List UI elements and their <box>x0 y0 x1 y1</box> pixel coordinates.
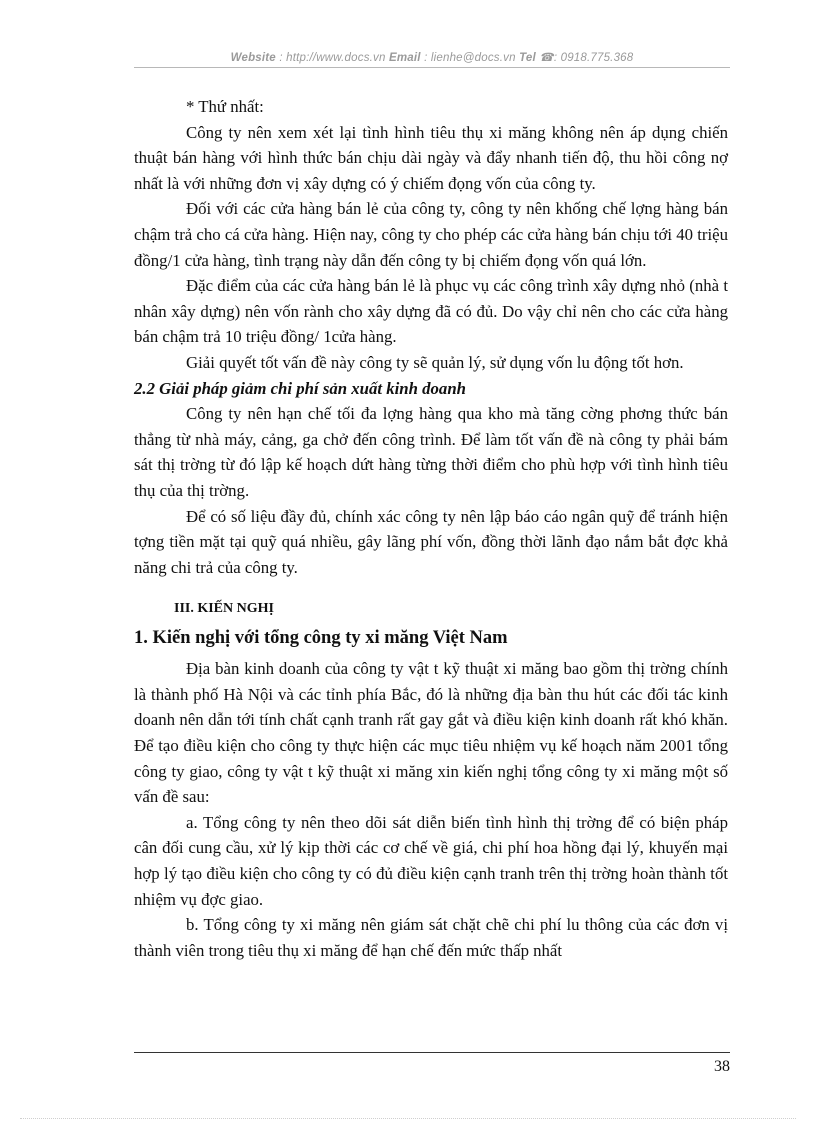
paragraph: Đối với các cửa hàng bán lẻ của công ty, công ty nên khống chế lợng hàng bán chậm trả cho cá cửa hàng. Hiện nay, công ty cho phép các cửa hàng bán chịu tới 40 triệu đồng/1 cửa hàng, tình trạng này dẫn đến công ty bị chiếm đọng vốn quá lớn. <box>134 199 728 270</box>
page-bottom-border <box>20 1118 796 1119</box>
email-value: : lienhe@docs.vn <box>424 52 516 64</box>
paragraph: Địa bàn kinh doanh của công ty vật t kỹ thuật xi măng bao gồm thị trờng chính là thành phố Hà Nội và các tỉnh phía Bắc, đó là những địa bàn thu hút các đối tác kinh doanh nên dẫn tới tính chất cạnh tranh rất gay gắt và điều kiện kinh doanh rất khó khăn. Để tạo điều kiện cho công ty thực hiện các mục tiêu nhiệm vụ kế hoạch năm 2001 tổng công ty giao, công ty vật t kỹ thuật xi măng xin kiến nghị tổng công ty xi măng một số vấn đề sau: <box>134 659 728 807</box>
paragraph: Giải quyết tốt vấn đề này công ty sẽ quản lý, sử dụng vốn lu động tốt hơn. <box>186 352 684 372</box>
website-value: : http://www.docs.vn <box>279 52 386 64</box>
paragraph: a. Tổng công ty nên theo dõi sát diễn biến tình hình thị trờng để có biện pháp cân đối cung cầu, xử lý kịp thời các cơ chế về giá, chi phí hoa hồng đại lý, khuyến mại hợp lý tạo điều kiện cho công ty có đủ điều kiện cạnh tranh trên thị trờng hoàn thành tốt nhiệm vụ đợc giao. <box>134 812 728 909</box>
subsection-heading-1: 1. Kiến nghị với tổng công ty xi măng Việt Nam <box>134 628 508 649</box>
header-divider <box>134 67 730 68</box>
document-body <box>134 94 728 963</box>
tel-value: ☎: 0918.775.368 <box>539 52 634 64</box>
paragraph: b. Tổng công ty xi măng nên giám sát chặt chẽ chi phí lu thông của các đơn vị thành viên trong tiêu thụ xi măng để hạn chế đến mức thấp nhất <box>134 915 728 960</box>
paragraph: Để có số liệu đầy đủ, chính xác công ty nên lập báo cáo ngân quỹ để tránh hiện tợng tiền mặt tại quỹ quá nhiều, gây lãng phí vốn, đồng thời lãnh đạo nắm bắt đợc khả năng chi trả của công ty. <box>134 506 728 577</box>
paragraph: Công ty nên xem xét lại tình hình tiêu thụ xi măng không nên áp dụng chiến thuật bán hàng với hình thức bán chịu dài ngày và đẩy nhanh tiến độ, thu hồi công nợ nhất là với những đơn vị xây dựng có ý chiếm đọng vốn của công ty. <box>134 122 728 193</box>
section-heading-III: III. KIẾN NGHỊ <box>174 601 274 617</box>
paragraph: Đặc điểm của các cửa hàng bán lẻ là phục vụ các công trình xây dựng nhỏ (nhà t nhân xây dựng) nên vốn rành cho xây dựng đã có đủ. Do vậy chỉ nên cho các cửa hàng bán chậm trả 10 triệu đồng/ 1cửa hàng. <box>134 276 728 347</box>
paragraph: Công ty nên hạn chế tối đa lợng hàng qua kho mà tăng cờng phơng thức bán thẳng từ nhà máy, cảng, ga chở đến công trình. Để làm tốt vấn đề nà công ty phải bám sát thị trờng từ đó lập kế hoạch dứt hàng từng thời điểm cho phù hợp với tình hình tiêu thụ của thị trờng. <box>134 404 728 500</box>
email-label: Email <box>389 52 421 64</box>
footer-divider <box>134 1052 730 1053</box>
page-number: 38 <box>714 1058 730 1075</box>
tel-label: Tel <box>519 52 536 64</box>
website-label: Website <box>230 52 276 64</box>
page-header <box>134 50 730 64</box>
paragraph-first-point: * Thứ nhất: <box>186 97 264 116</box>
section-heading-2-2: 2.2 Giải pháp giảm chi phí sản xuất kinh doanh <box>134 378 466 398</box>
